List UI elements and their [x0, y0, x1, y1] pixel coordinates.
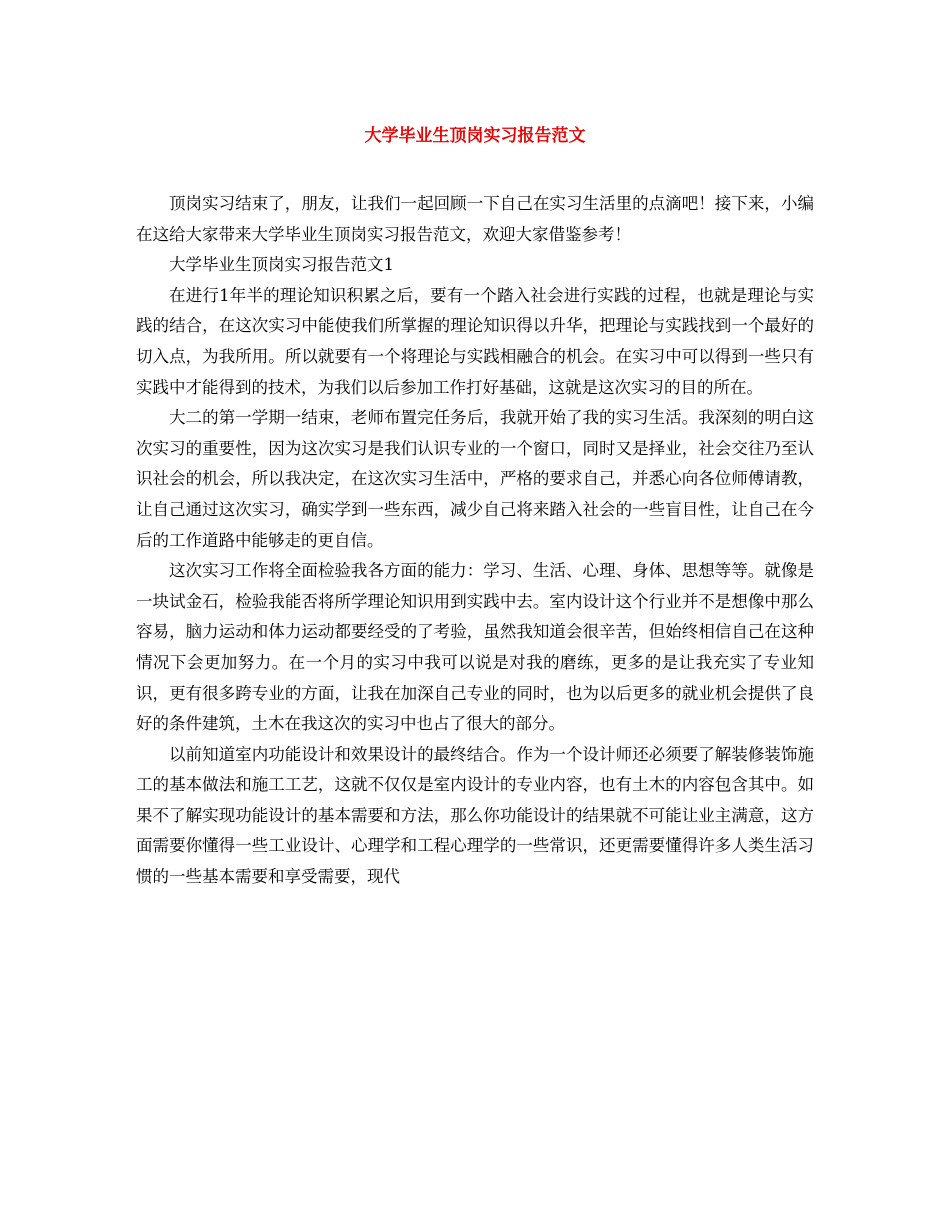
document-body — [136, 189, 814, 893]
document-title: 大学毕业生顶岗实习报告范文 — [364, 126, 586, 146]
body-paragraph: 以前知道室内功能设计和效果设计的最终结合。作为一个设计师还必须要了解装修装饰施工的基本做法和施工工艺，这就不仅仅是室内设计的专业内容，也有土木的内容包含其中。如果不了解实现功能设计的基本需要和方法，那么你功能设计的结果就不可能让业主满意，这方面需要你懂得一些工业设计、心理学和工程心理学的一些常识，还更需要懂得许多人类生活习惯的一些基本需要和享受需要，现代 — [136, 744, 814, 887]
section-heading: 大学毕业生顶岗实习报告范文1 — [169, 255, 394, 275]
body-paragraph: 大二的第一学期一结束，老师布置完任务后，我就开始了我的实习生活。我深刻的明白这次实习的重要性，因为这次实习是我们认识专业的一个窗口，同时又是择业，社会交往乃至认识社会的机会，所以我决定，在这次实习生活中，严格的要求自己，并悉心向各位师傅请教，让自己通过这次实习，确实学到一些东西，减少自己将来踏入社会的一些盲目性，让自己在今后的工作道路中能够走的更自信。 — [136, 408, 814, 550]
body-paragraph: 在进行1年半的理论知识积累之后，要有一个踏入社会进行实践的过程，也就是理论与实践的结合，在这次实习中能使我们所掌握的理论知识得以升华，把理论与实践找到一个最好的切入点，为我所用。所以就要有一个将理论与实践相融合的机会。在实习中可以得到一些只有实践中才能得到的技术，为我们以后参加工作打好基础，这就是这次实习的目的所在。 — [136, 285, 814, 397]
body-paragraph: 这次实习工作将全面检验我各方面的能力：学习、生活、心理、身体、思想等等。就像是一块试金石，检验我能否将所学理论知识用到实践中去。室内设计这个行业并不是想像中那么容易，脑力运动和体力运动都要经受的了考验，虽然我知道会很辛苦，但始终相信自己在这种情况下会更加努力。在一个月的实习中我可以说是对我的磨练，更多的是让我充实了专业知识，更有很多跨专业的方面，让我在加深自己专业的同时，也为以后更多的就业机会提供了良好的条件建筑，土木在我这次的实习中也占了很大的部分。 — [136, 561, 814, 734]
intro-paragraph: 顶岗实习结束了，朋友，让我们一起回顾一下自己在实习生活里的点滴吧！接下来，小编在这给大家带来大学毕业生顶岗实习报告范文，欢迎大家借鉴参考！ — [136, 194, 814, 244]
